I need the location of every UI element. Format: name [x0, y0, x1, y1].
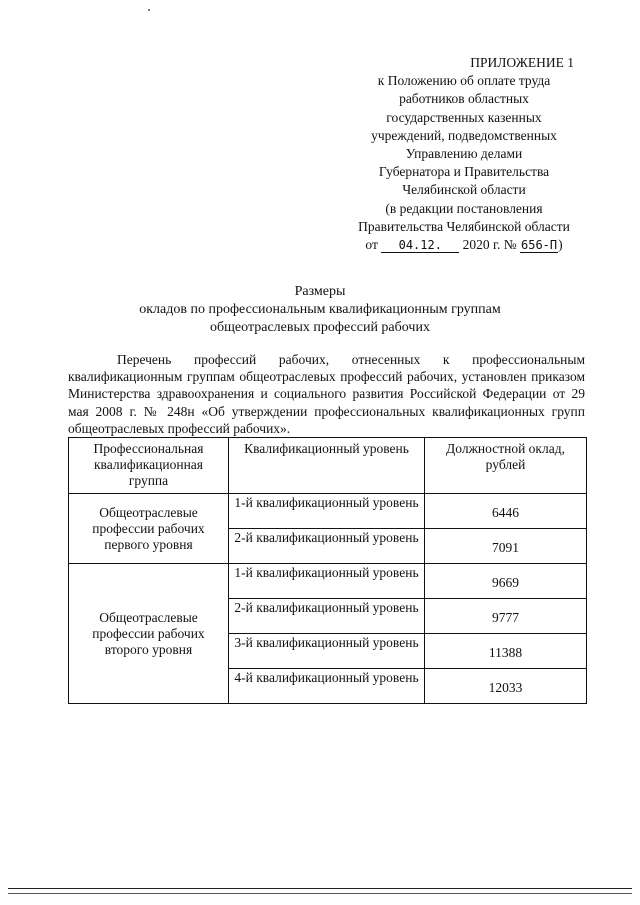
resolution-number: 656-П	[521, 238, 558, 253]
scan-edge-line	[8, 893, 632, 894]
appendix-title: ПРИЛОЖЕНИЕ 1	[470, 55, 574, 70]
appendix-header	[330, 54, 598, 254]
appendix-line: государственных казенных	[386, 109, 542, 125]
appendix-line: Губернатора и Правительства	[378, 164, 550, 180]
column-header: Должностной оклад, рублей	[425, 438, 587, 494]
group-cell: Общеотраслевые профессии рабочих второго уровня	[69, 564, 229, 704]
scan-edge-line	[8, 888, 632, 889]
salary-cell: 7091	[425, 529, 587, 564]
appendix-line: Управлению делами	[405, 146, 523, 162]
table-row	[69, 564, 587, 599]
appendix-line: к Положению об оплате труда	[377, 73, 551, 89]
scan-speck	[148, 9, 150, 11]
table-row	[69, 494, 587, 529]
table-header-row	[69, 438, 587, 494]
appendix-line: (в редакции постановления	[385, 200, 543, 216]
appendix-line: учреждений, подведомственных	[371, 127, 557, 143]
salary-cell: 12033	[425, 669, 587, 704]
salary-cell: 9777	[425, 599, 587, 634]
appendix-line: Правительства Челябинской области	[358, 218, 570, 234]
salary-cell: 6446	[425, 494, 587, 529]
column-header: Квалификационный уровень	[229, 438, 425, 494]
resolution-date: 04.12.	[381, 238, 459, 253]
from-label: от	[365, 237, 378, 253]
level-cell: 1-й квалификационный уровень	[229, 564, 425, 599]
resolution-date-line	[330, 236, 598, 254]
intro-paragraph: Перечень профессий рабочих, отнесенных к профессиональным квалификационным группам общеотраслевых профессий рабочих, установлен приказом Министерства здравоохранения и социального развития Российской Федерации от 29 мая 2008 г. № 248н «Об утверждении профессиональных квалификационных групп общеотраслевых профессий рабочих».	[68, 352, 585, 436]
appendix-line: Челябинской области	[402, 182, 526, 198]
level-cell: 4-й квалификационный уровень	[229, 669, 425, 704]
level-cell: 2-й квалификационный уровень	[229, 599, 425, 634]
title-line: окладов по профессиональным квалификационным группам	[139, 302, 501, 317]
salary-cell: 9669	[425, 564, 587, 599]
salary-table	[68, 437, 587, 704]
level-cell: 2-й квалификационный уровень	[229, 529, 425, 564]
close-paren: )	[558, 237, 563, 253]
title-line: Размеры	[294, 284, 346, 299]
level-cell: 1-й квалификационный уровень	[229, 494, 425, 529]
salary-cell: 11388	[425, 634, 587, 669]
level-cell: 3-й квалификационный уровень	[229, 634, 425, 669]
title-line: общеотраслевых профессий рабочих	[210, 320, 430, 335]
document-title	[60, 283, 580, 337]
appendix-line: работников областных	[399, 91, 529, 107]
group-cell: Общеотраслевые профессии рабочих первого уровня	[69, 494, 229, 564]
column-header: Профессиональная квалификационная группа	[69, 438, 229, 494]
resolution-year: 2020 г. №	[462, 237, 517, 253]
